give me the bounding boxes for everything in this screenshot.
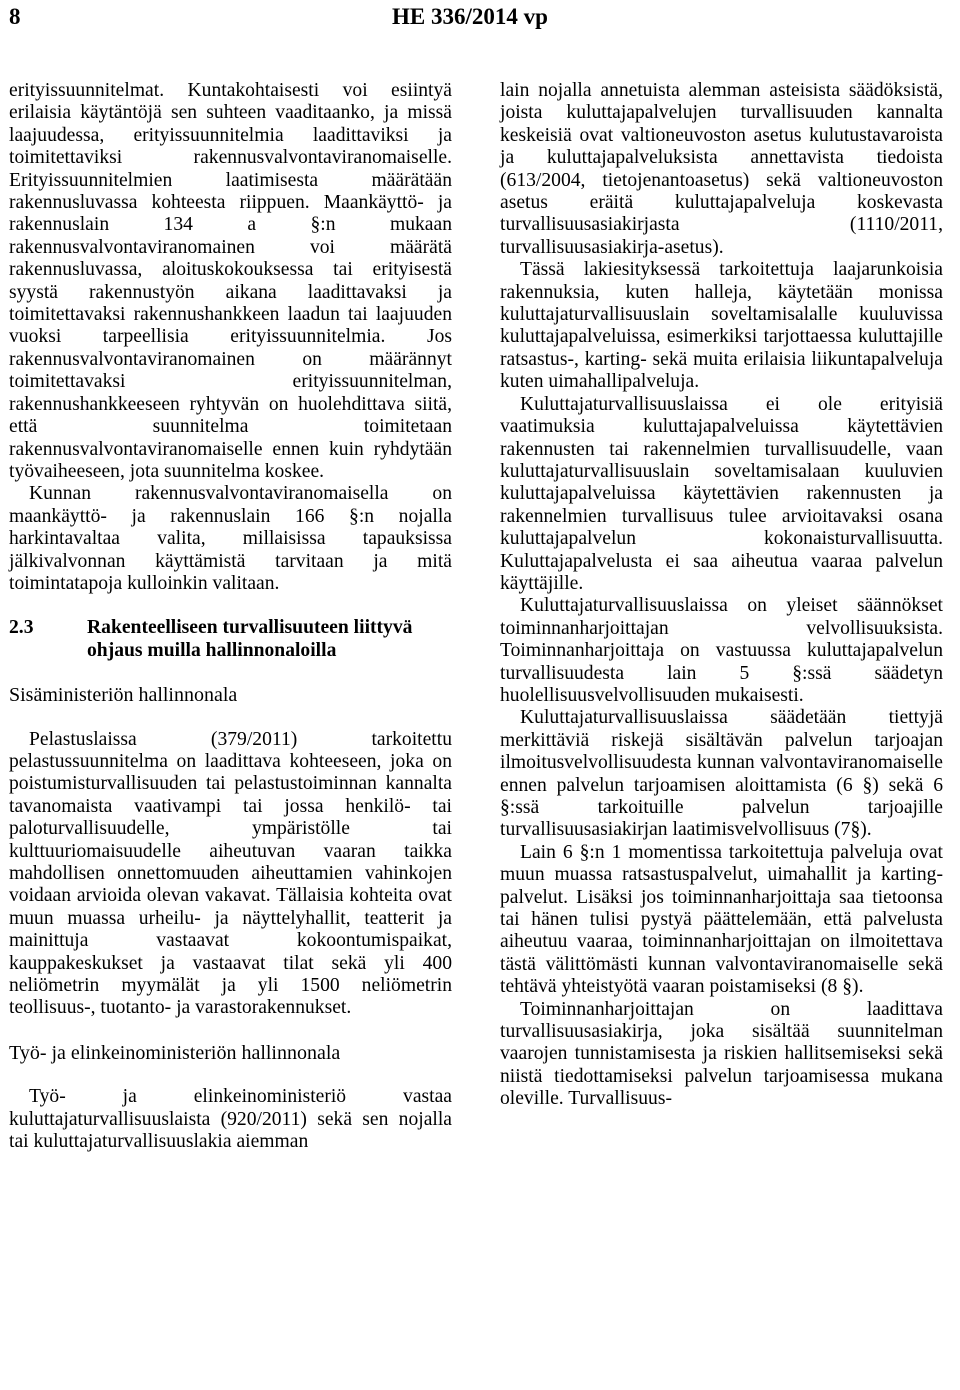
paragraph: Työ- ja elinkeinoministeriö vastaa kuluttajaturvallisuuslaista (920/2011) sekä sen nojalla tai kuluttajaturvallisuuslakia aiemman <box>9 1086 452 1153</box>
section-title: Rakenteelliseen turvallisuuteen liittyvä ohjaus muilla hallinnonaloilla <box>87 617 413 661</box>
right-column <box>500 80 943 1111</box>
paragraph: erityissuunnitelmat. Kuntakohtaisesti voi esiintyä erilaisia käytäntöjä sen suhteen vaaditaanko, ja missä laajuudessa, erityissuunnitelmia laadittaviksi ja toimitettaviksi rakennusvalvontaviranomaiselle. Erityissuunnitelmien laatimisesta määrätään rakennusluvassa kohteesta riippuen. Maankäyttö- ja rakennuslain 134 a §:n mukaan rakennusvalvontaviranomainen voi määrätä rakennusluvassa, aloituskokouksessa tai erityisestä syystä rakennustyön aikana laadittavaksi ja toimitettavaksi rakennushankkeen laadun tai laajuuden vuoksi tarpeellisia erityissuunnitelmia. Jos rakennusvalvontaviranomainen on määrännyt toimitettavaksi erityissuunnitelman, rakennushankkeeseen ryhtyvän on huolehdittava siitä, että suunnitelma toimitetaan rakennusvalvontaviranomaiselle ennen kuin ryhdytään työvaiheeseen, jota suunnitelma koskee. <box>9 80 452 482</box>
paragraph: Toiminnanharjoittajan on laadittava turvallisuusasiakirja, joka sisältää suunnitelman vaarojen tunnistamisesta ja riskien hallitsemiseksi sekä niistä tiedottamiseksi palvelun tarjoamisessa mukana oleville. Turvallisuus- <box>500 998 943 1110</box>
paragraph: Tässä lakiesityksessä tarkoitettuja laajarunkoisia rakennuksia, kuten halleja, käytetään monissa kuluttajaturvallisuuslain soveltamisalalle kuuluvissa kuluttajapalveluissa, esimerkiksi tarjottaessa kuluttajille ratsastus-, karting- sekä muita erilaisia liikuntapalveluja kuten uimahallipalveluja. <box>500 259 943 393</box>
subsection-heading: Työ- ja elinkeinoministeriön hallinnonala <box>9 1041 341 1064</box>
left-column <box>9 80 452 1153</box>
paragraph: Kunnan rakennusvalvontaviranomaisella on maankäyttö- ja rakennuslain 166 §:n nojalla harkintavaltaa valita, millaisissa tapauksissa jälkivalvonnan käyttämistä tarvitaan ja mitä toimintatapoja kulloinkin valitaan. <box>9 483 452 594</box>
page-header <box>0 0 960 40</box>
paragraph: lain nojalla annetuista alemman asteisista säädöksistä, joista kuluttajapalvelujen turvallisuuden kannalta keskeisiä ovat valtioneuvoston asetus kulutustavaroista ja kuluttajapalveluksista annettavista tiedoista (613/2004, tietojenantoasetus) sekä valtioneuvoston asetus eräitä kuluttajapalveluja koskevasta turvallisuusasiakirjasta (1110/2011, turvallisuusasiakirja-asetus). <box>500 80 943 258</box>
section-heading <box>9 617 452 662</box>
paragraph: Kuluttajaturvallisuuslaissa on yleiset säännökset toiminnanharjoittajan velvollisuuksista. Toiminnanharjoittaja on vastuussa kuluttajapalvelun turvallisuudesta lain 5 §:ssä säädetyn huolellisuusvelvollisuuden mukaisesti. <box>500 595 943 706</box>
paragraph: Pelastuslaissa (379/2011) tarkoitettu pelastussuunnitelma on laadittava kohteeseen, joka on poistumisturvallisuuden tai pelastustoiminnan kannalta tavanomaista vaativampi tai jossa henkilö- tai paloturvallisuudelle, ympäristölle tai kulttuuriomaisuudelle aiheutuvan vaaran taikka mahdollisen onnettomuuden aiheuttamien vahinkojen voidaan arvioida olevan vakavat. Tällaisia kohteita ovat muun muassa urheilu- ja näyttelyhallit, teatterit ja mainittuja vastaavat kokoontumispaikat, kauppakeskukset ja vastaavat tilat sekä yli 400 neliömetrin myymälät ja yli 1500 neliömetrin teollisuus-, tuotanto- ja varastorakennukset. <box>9 728 452 1019</box>
paragraph: Kuluttajaturvallisuuslaissa säädetään tiettyjä merkittäviä riskejä sisältävän palvelun tarjoajan ilmoitusvelvollisuudesta kunnan valvontaviranomaiselle ennen palvelun tarjoamisen aloittamista (6 §) sekä 6 §:ssä tarkoituille palvelun tarjoajille turvallisuusasiakirjan laatimisvelvollisuus (7§). <box>500 707 943 841</box>
section-number: 2.3 <box>9 617 34 639</box>
document-id: HE 336/2014 vp <box>392 4 548 29</box>
paragraph: Lain 6 §:n 1 momentissa tarkoitettuja palveluja ovat muun muassa ratsastuspalvelut, uimahallit ja karting-palvelut. Lisäksi jos toiminnanharjoittaja saa tietoonsa tai hänen tulisi pystyä päättelemään, että palvelusta aiheutuu vaaraa, toiminnanharjoittajan on ilmoitettava tästä välittömästi kunnan valvontaviranomaiselle sekä tehtävä yhteistyötä vaaran poistamiseksi (8 §). <box>500 841 943 998</box>
paragraph: Kuluttajaturvallisuuslaissa ei ole erityisiä vaatimuksia kuluttajapalveluissa käytettävien rakennusten tai rakennelmien turvallisuudelle, vaan kuluttajaturvallisuuslain soveltamisalaan kuuluvien kuluttajapalveluissa käytettävien rakennusten ja rakennelmien turvallisuus tulee arvioitavaksi osana kuluttajapalvelun kokonaisturvallisuutta. Kuluttajapalvelusta ei saa aiheutua vaaraa palvelun käyttäjille. <box>500 393 943 594</box>
page-number: 8 <box>9 4 21 29</box>
subsection-heading: Sisäministeriön hallinnonala <box>9 684 238 707</box>
